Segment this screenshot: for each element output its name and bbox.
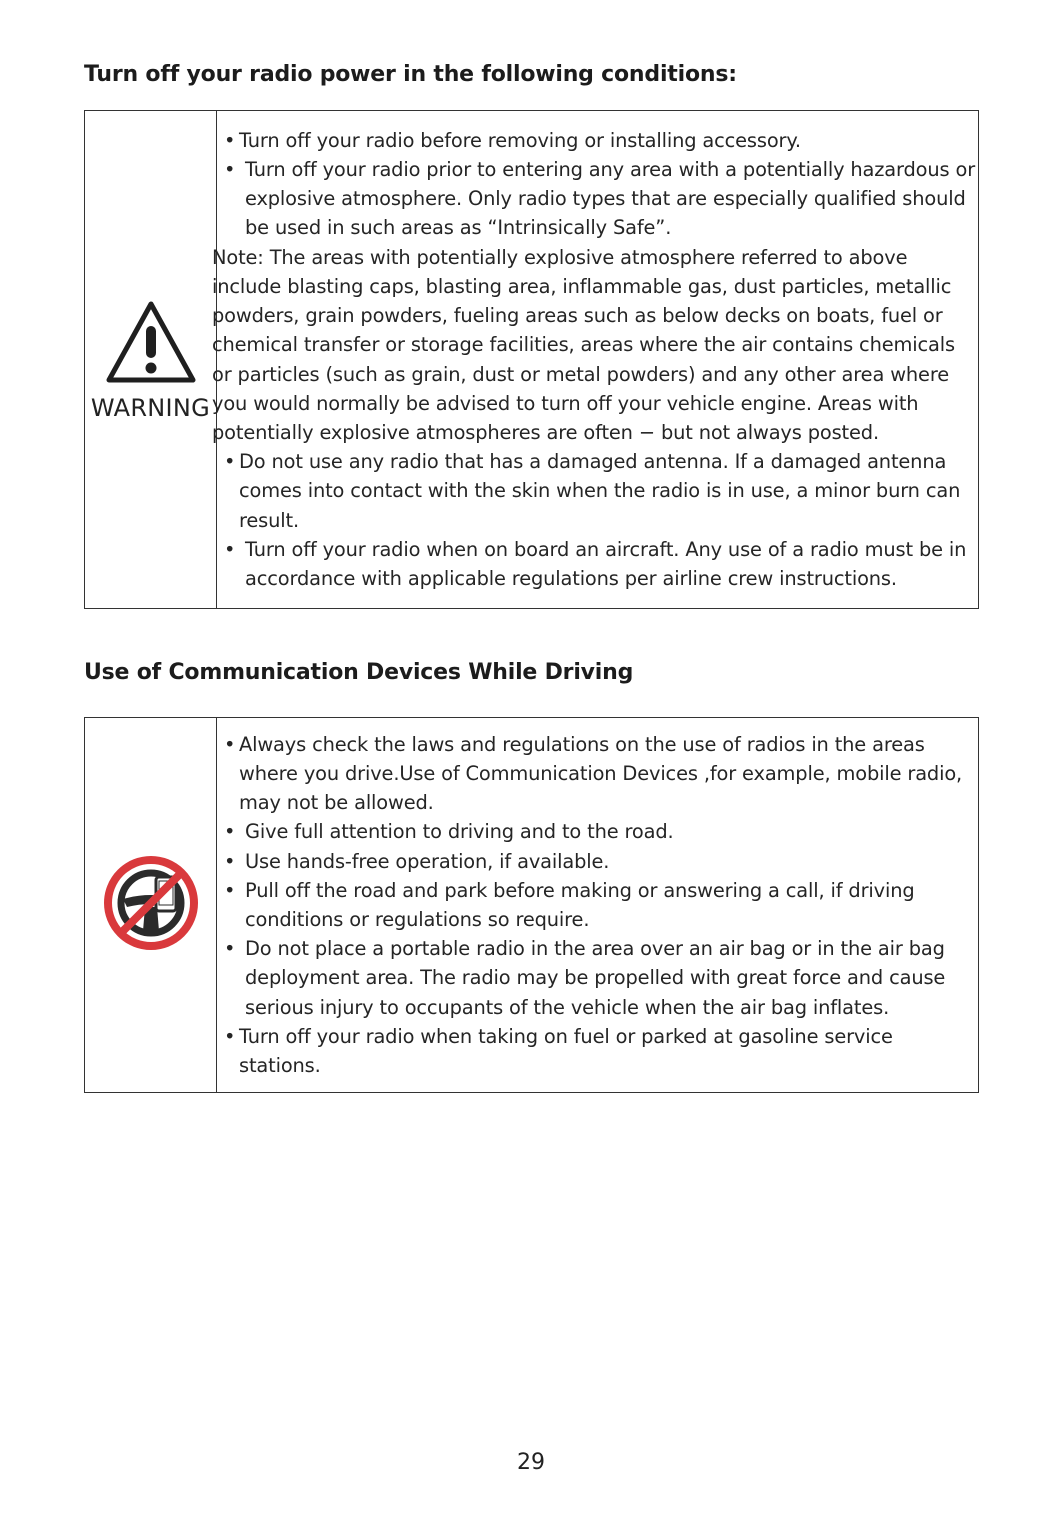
bullet-icon: • — [224, 128, 236, 152]
list-item: • Turn off your radio when taking on fuel or parked at gasoline service stations. — [217, 1022, 978, 1080]
section-heading-driving: Use of Communication Devices While Driving — [84, 660, 634, 685]
bullet-icon: • — [224, 732, 236, 756]
section-heading-radio-power: Turn off your radio power in the following conditions: — [84, 62, 737, 87]
list-item: • Do not place a portable radio in the area over an air bag or in the air bag deployment area. The radio may be propelled with great force and cause serious injury to occupants of the vehicle when the air bag inflates. — [217, 934, 978, 1022]
list-item: • Do not use any radio that has a damaged antenna. If a damaged antenna comes into contact with the skin when the radio is in use, a minor burn can result. — [217, 447, 978, 535]
bullet-icon: • — [224, 937, 236, 961]
bullet-icon: • — [224, 450, 236, 474]
list-item: • Give full attention to driving and to the road. — [217, 817, 978, 846]
bullet-icon: • — [224, 537, 236, 561]
driving-icon-cell — [85, 718, 217, 1093]
list-item: • Turn off your radio prior to entering any area with a potentially hazardous or explosive atmosphere. Only radio types that are especially qualified should be used in such areas as “Intrinsically Safe”. — [217, 155, 978, 243]
driving-text-cell — [217, 718, 979, 1093]
warning-table — [84, 110, 979, 609]
bullet-icon: • — [224, 849, 236, 873]
bullet-icon: • — [224, 878, 236, 902]
note-paragraph: Note: The areas with potentially explosive atmosphere referred to above include blasting caps, blasting area, inflammable gas, dust particles, metallic powders, grain powders, fueling areas such as below decks on boats, fuel or chemical transfer or storage facilities, areas where the air contains chemicals or particles (such as grain, dust or metal powders) and any other area where you would normally be advised to turn off your vehicle engine. Areas with potentially explosive atmospheres are often − but not always posted. — [212, 245, 955, 444]
page-number: 29 — [517, 1450, 545, 1475]
list-item: • Use hands-free operation, if available. — [217, 847, 978, 876]
warning-icon-cell — [85, 111, 217, 609]
bullet-icon: • — [224, 820, 236, 844]
no-phone-while-driving-icon — [101, 853, 201, 953]
warning-triangle-icon — [103, 298, 199, 388]
list-item: • Pull off the road and park before making or answering a call, if driving conditions or regulations so require. — [217, 876, 978, 934]
bullet-icon: • — [224, 1024, 236, 1048]
list-item: • Turn off your radio before removing or installing accessory. — [217, 126, 978, 155]
warning-label: WARNING — [90, 393, 211, 422]
warning-text-cell — [212, 111, 979, 609]
driving-table — [84, 717, 979, 1093]
bullet-icon: • — [224, 158, 236, 182]
list-item: • Turn off your radio when on board an aircraft. Any use of a radio must be in accordance with applicable regulations per airline crew instructions. — [217, 535, 978, 593]
list-item: • Always check the laws and regulations on the use of radios in the areas where you drive.Use of Communication Devices ,for example, mobile radio, may not be allowed. — [217, 730, 978, 818]
